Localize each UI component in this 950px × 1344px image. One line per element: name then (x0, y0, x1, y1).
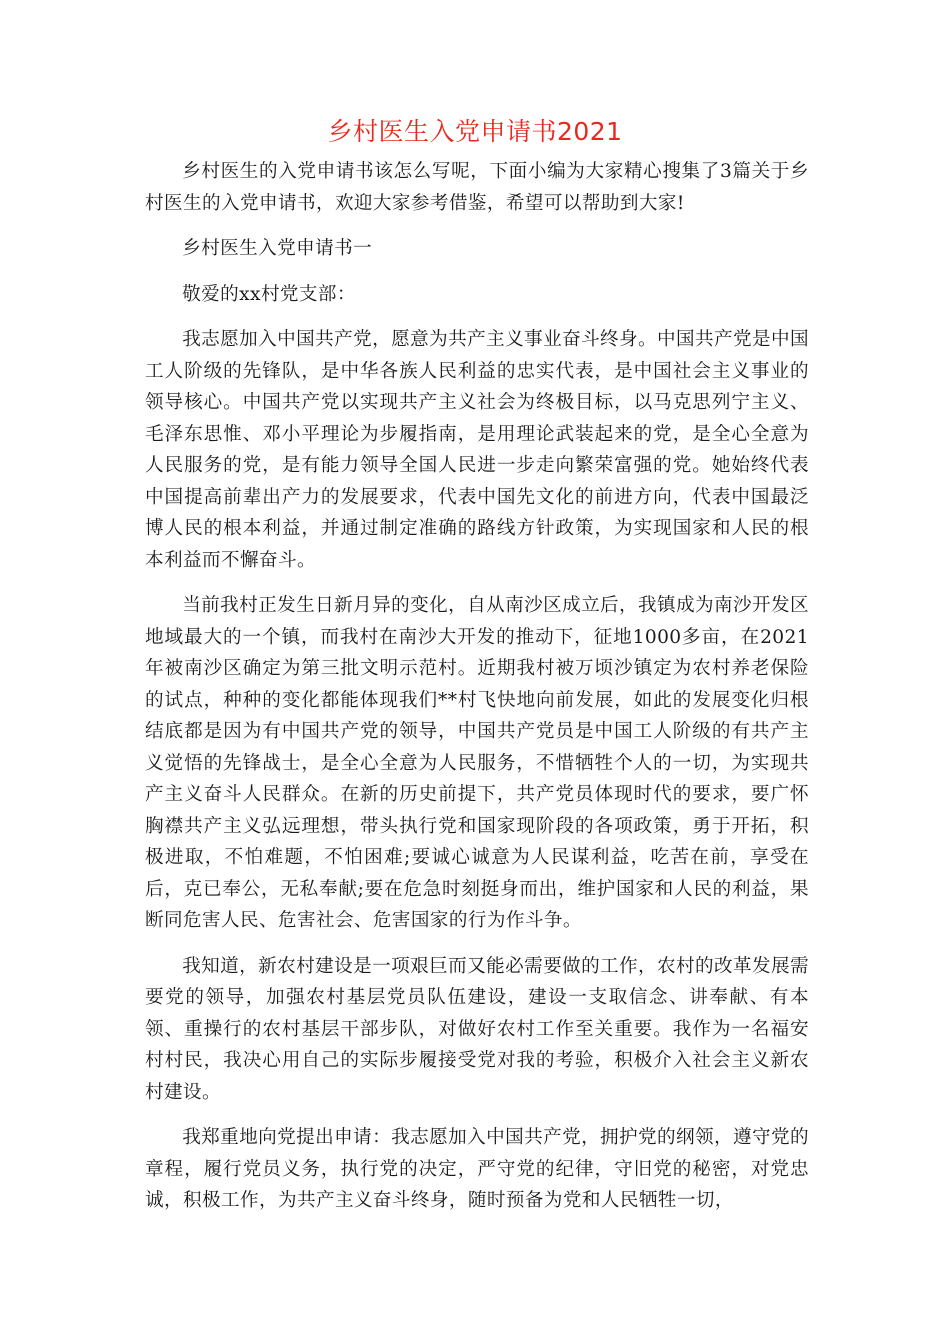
body-paragraph: 我志愿加入中国共产党，愿意为共产主义事业奋斗终身。中国共产党是中国工人阶级的先锋队，是中华各族人民利益的忠实代表，是中国社会主义事业的领导核心。中国共产党以实现共产主义社会为终极目标，以马克思列宁主义、毛泽东思惟、邓小平理论为步履指南，是用理论武装起来的党，是全心全意为人民服务的党，是有能力领导全国人民进一步走向繁荣富强的党。她始终代表中国提高前辈出产力的发展要求，代表中国先文化的前进方向，代表中国最泛博人民的根本利益，并通过制定准确的路线方针政策，为实现国家和人民的根本利益而不懈奋斗。 (145, 329, 809, 571)
document-body (145, 156, 809, 1217)
intro-paragraph: 乡村医生的入党申请书该怎么写呢，下面小编为大家精心搜集了3篇关于乡村医生的入党申请书，欢迎大家参考借鉴，希望可以帮助到大家! (145, 161, 809, 214)
body-paragraph: 当前我村正发生日新月异的变化，自从南沙区成立后，我镇成为南沙开发区地域最大的一个镇，而我村在南沙大开发的推动下，征地1000多亩，在2021年被南沙区确定为第三批文明示范村。近期我村被万顷沙镇定为农村养老保险的试点，种种的变化都能体现我们**村飞快地向前发展，如此的发展变化归根结底都是因为有中国共产党的领导，中国共产党员是中国工人阶级的有共产主义觉悟的先锋战士，是全心全意为人民服务，不惜牺牲个人的一切，为实现共产主义奋斗人民群众。在新的历史前提下，共产党员体现时代的要求，要广怀胸襟共产主义弘远理想，带头执行党和国家现阶段的各项政策，勇于开拓，积极进取，不怕难题，不怕困难;要诚心诚意为人民谋利益，吃苦在前，享受在后，克已奉公，无私奉献;要在危急时刻挺身而出，维护国家和人民的利益，果断同危害人民、危害社会、危害国家的行为作斗争。 (145, 595, 809, 931)
body-paragraph: 我郑重地向党提出申请：我志愿加入中国共产党，拥护党的纲领，遵守党的章程，履行党员义务，执行党的决定，严守党的纪律，守旧党的秘密，对党忠诚，积极工作，为共产主义奋斗终身，随时预备为党和人民牺牲一切， (145, 1127, 809, 1211)
section-heading: 乡村医生入党申请书一 (182, 238, 373, 259)
document-title: 乡村医生入党申请书2021 (327, 117, 623, 146)
salutation: 敬爱的xx村党支部： (182, 283, 356, 305)
body-paragraph: 我知道，新农村建设是一项艰巨而又能必需要做的工作，农村的改革发展需要党的领导，加强农村基层党员队伍建设，建设一支取信念、讲奉献、有本领、重操行的农村基层干部步队，对做好农村工作至关重要。我作为一名福安村村民，我决心用自己的实际步履接受党对我的考验，积极介入社会主义新农村建设。 (145, 955, 809, 1103)
